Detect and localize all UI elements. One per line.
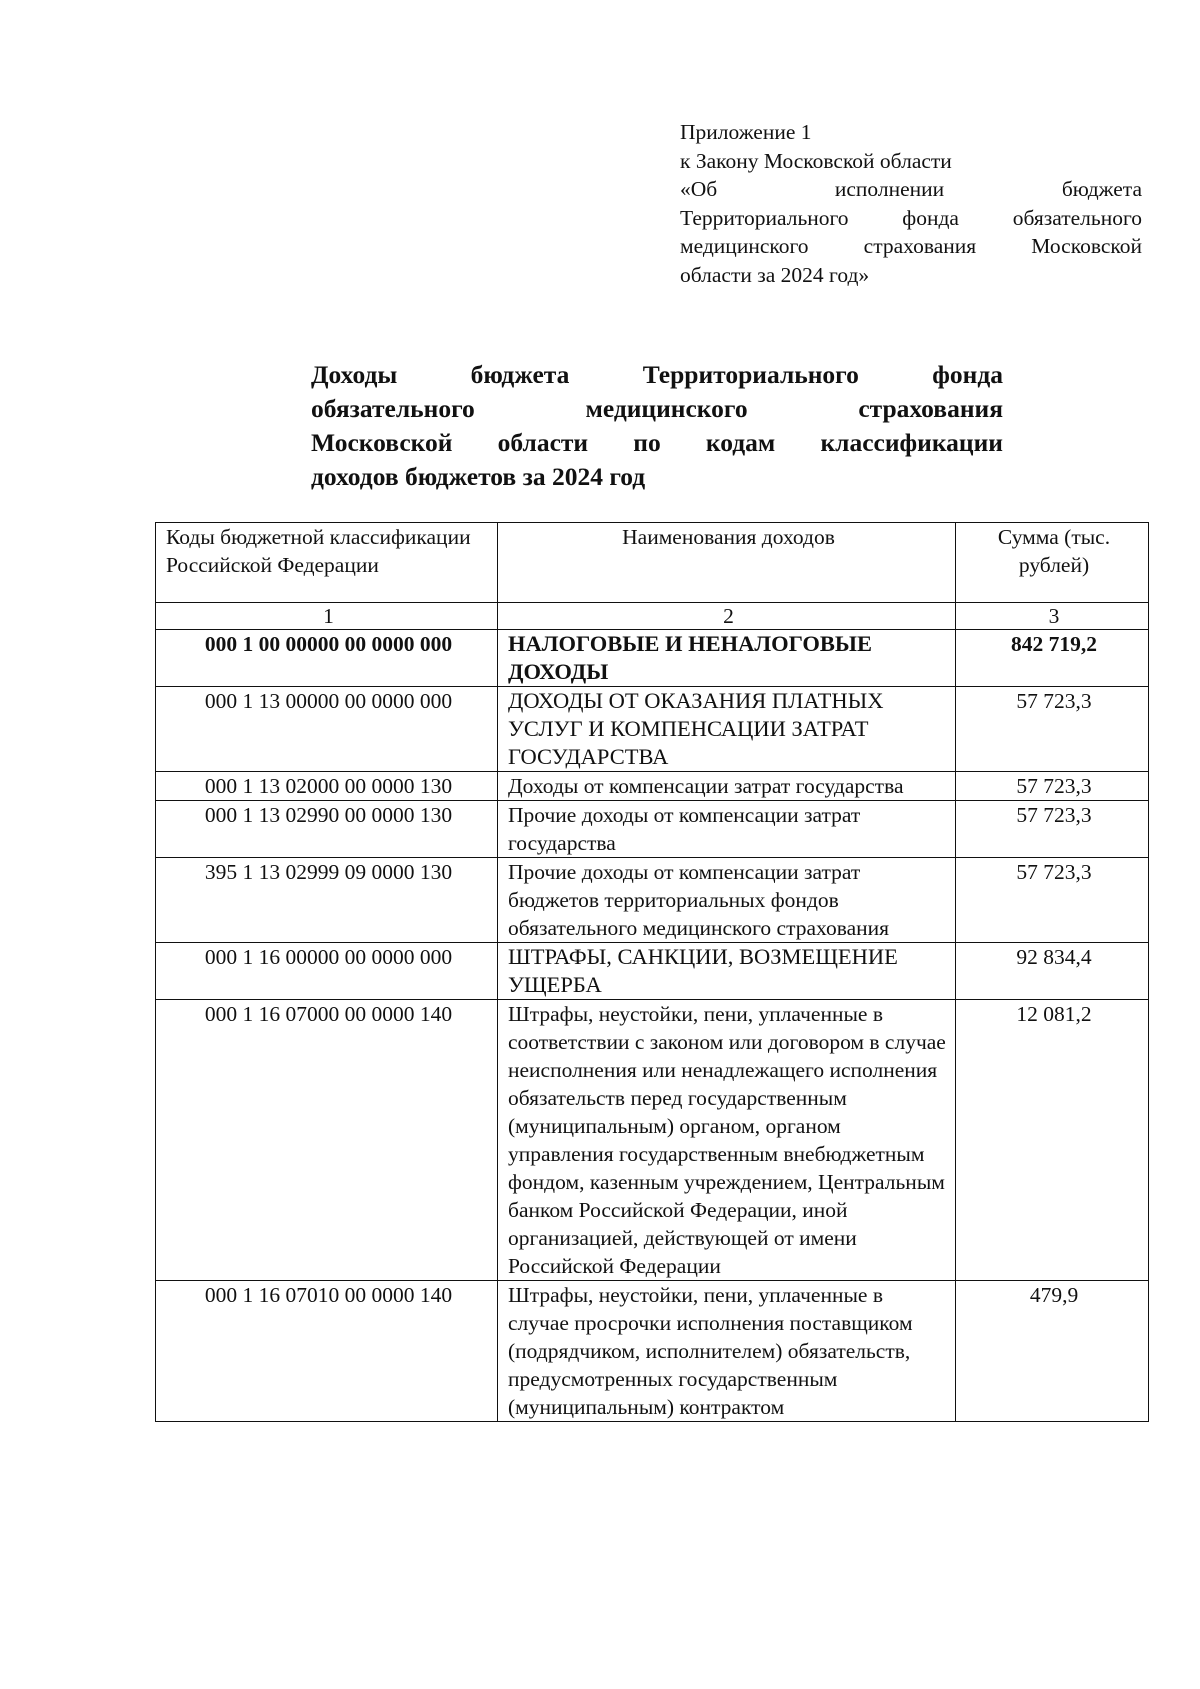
column-number-row (156, 603, 1149, 630)
appendix-line: области за 2024 год» (680, 262, 870, 287)
row-name: ШТРАФЫ, САНКЦИИ, ВОЗМЕЩЕНИЕ УЩЕРБА (498, 943, 956, 1000)
header-sum: Сумма (тыс. рублей) (956, 523, 1149, 603)
table-row (156, 1000, 1149, 1281)
income-table (155, 522, 1149, 1422)
row-name: Штрафы, неустойки, пени, уплаченные в соответствии с законом или договором в случае неисполнения или ненадлежащего исполнения обязательств перед государственным (муниципальным) органом, органом управления государственным внебюджетным фондом, казенным учреждением, Центральным банком Российской Федерации, иной организацией, действующей от имени Российской Федерации (498, 1000, 956, 1281)
column-number: 1 (156, 603, 498, 630)
title-line: Доходы бюджета Территориального фонда (311, 360, 1003, 389)
table-row (156, 772, 1149, 801)
row-sum: 842 719,2 (956, 630, 1149, 687)
row-sum: 57 723,3 (956, 772, 1149, 801)
title-line: Московской области по кодам классификации (311, 428, 1003, 457)
document-title (311, 358, 1003, 494)
table-header-row (156, 523, 1149, 603)
row-code: 000 1 13 00000 00 0000 000 (156, 687, 498, 772)
appendix-line: Территориального фонда обязательного (680, 205, 1142, 230)
table-row (156, 943, 1149, 1000)
title-line: доходов бюджетов за 2024 год (311, 462, 646, 491)
title-line: обязательного медицинского страхования (311, 394, 1003, 423)
appendix-line: медицинского страхования Московской (680, 234, 1142, 258)
row-name: Штрафы, неустойки, пени, уплаченные в случае просрочки исполнения поставщиком (подрядчиком, исполнителем) обязательств, предусмотренных государственным (муниципальным) контрактом (498, 1281, 956, 1422)
row-sum: 57 723,3 (956, 801, 1149, 858)
appendix-line: «Об исполнении бюджета (680, 177, 1142, 201)
row-sum: 92 834,4 (956, 943, 1149, 1000)
row-code: 000 1 16 07000 00 0000 140 (156, 1000, 498, 1281)
column-number: 2 (498, 603, 956, 630)
header-name: Наименования доходов (498, 523, 956, 603)
table-row (156, 687, 1149, 772)
row-code: 395 1 13 02999 09 0000 130 (156, 858, 498, 943)
table-row (156, 801, 1149, 858)
row-code: 000 1 13 02990 00 0000 130 (156, 801, 498, 858)
row-sum: 57 723,3 (956, 687, 1149, 772)
row-sum: 12 081,2 (956, 1000, 1149, 1281)
appendix-block (680, 118, 1142, 289)
row-name: НАЛОГОВЫЕ И НЕНАЛОГОВЫЕ ДОХОДЫ (498, 630, 956, 687)
row-name: Прочие доходы от компенсации затрат бюджетов территориальных фондов обязательного медицинского страхования (498, 858, 956, 943)
header-code: Коды бюджетной классификации Российской Федерации (156, 523, 498, 603)
row-sum: 57 723,3 (956, 858, 1149, 943)
table-row (156, 630, 1149, 687)
table-row (156, 858, 1149, 943)
row-code: 000 1 16 00000 00 0000 000 (156, 943, 498, 1000)
row-code: 000 1 00 00000 00 0000 000 (156, 630, 498, 687)
row-name: ДОХОДЫ ОТ ОКАЗАНИЯ ПЛАТНЫХ УСЛУГ И КОМПЕНСАЦИИ ЗАТРАТ ГОСУДАРСТВА (498, 687, 956, 772)
row-code: 000 1 16 07010 00 0000 140 (156, 1281, 498, 1422)
row-sum: 479,9 (956, 1281, 1149, 1422)
appendix-line: к Закону Московской области (680, 148, 952, 173)
table-row (156, 1281, 1149, 1422)
column-number: 3 (956, 603, 1149, 630)
row-name: Доходы от компенсации затрат государства (498, 772, 956, 801)
appendix-line: Приложение 1 (680, 120, 812, 144)
row-code: 000 1 13 02000 00 0000 130 (156, 772, 498, 801)
row-name: Прочие доходы от компенсации затрат государства (498, 801, 956, 858)
